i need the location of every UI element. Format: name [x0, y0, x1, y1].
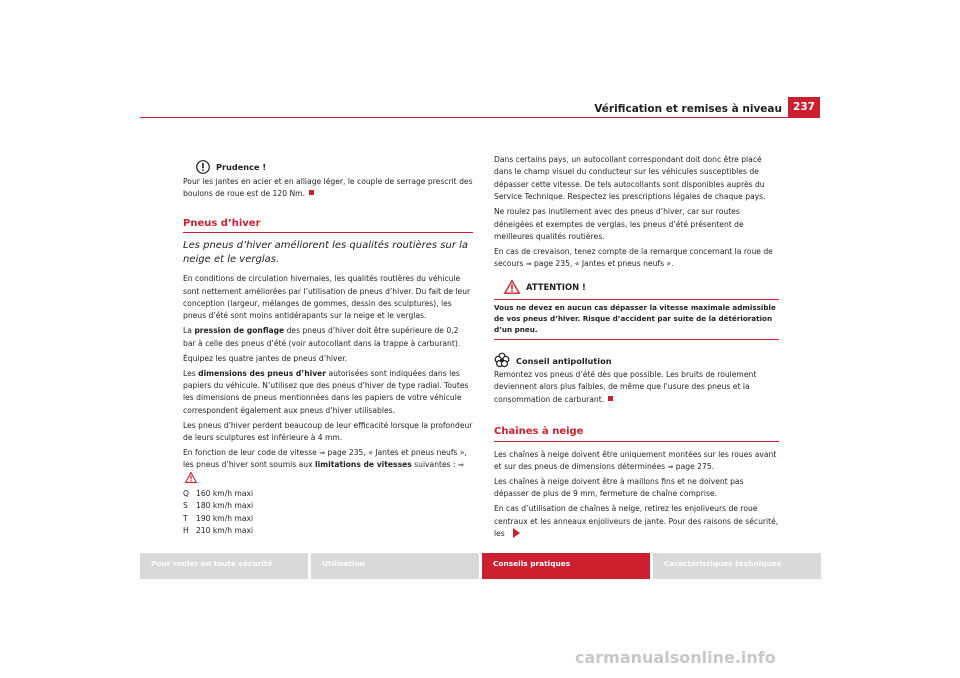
- list-item: Q 160 km/h maxi: [183, 488, 254, 498]
- right-column: [494, 154, 779, 543]
- watermark: carmanualsonline.info: [575, 648, 776, 667]
- paragraph: Les pneus d’hiver perdent beaucoup de leur efficacité lorsque la profondeur de leurs sculptures est inférieure à 4 mm.: [183, 420, 473, 443]
- page-reference-link[interactable]: page 275.: [673, 461, 715, 471]
- list-item: T 190 km/h maxi: [183, 513, 254, 523]
- paragraph: Ne roulez pas inutilement avec des pneus d’hiver, car sur routes déneigées et exemptes de verglas, les pneus d’été présentent de meilleures qualités routières.: [494, 207, 744, 241]
- paragraph: En fonction de leur code de vitesse ⇒ page 235, « Jantes et pneus neufs », les pneus d’hiver sont soumis aux limitations de vitesses suivantes : ⇒: [183, 447, 473, 485]
- section-title-winter-tyres: Pneus d’hiver: [183, 218, 473, 233]
- exclamation-circle-icon: [196, 160, 210, 174]
- list-item: S 180 km/h maxi: [183, 501, 254, 511]
- paragraph: Les dimensions des pneus d’hiver autorisées sont indiquées dans les papiers du véhicule. N’utilisez que des pneus d’hiver de type radial. Toutes les dimensions de pneus mentionnées dans les papiers de votre véhicule correspondent également aux pneus d’hiver utilisables.: [183, 368, 469, 415]
- environment-text: Remontez vos pneus d’été dès que possible. Les bruits de roulement deviennent alors plus faibles, de même que l’usure des pneus et la consommation de carburant.: [494, 369, 757, 404]
- tab-technical-data[interactable]: Caractéristiques techniques: [653, 553, 821, 579]
- page-reference-link[interactable]: page 235, « Jantes et pneus neufs ».: [531, 259, 674, 269]
- paragraph: En conditions de circulation hivernales, les qualités routières du véhicule sont nettement améliorées par l’utilisation de pneus d’hiver. Du fait de leur conception (largeur, mélanges de gommes, dessin des sculptures), les pneus d’été sont moins antidérapants sur la neige et le verglas.: [183, 274, 471, 321]
- warning-triangle-icon: [504, 280, 520, 294]
- page-reference-link[interactable]: page 235, « Jantes et pneus neufs », les pneus d’hiver sont soumis aux: [183, 448, 467, 470]
- paragraph: La pression de gonflage des pneus d’hiver doit être supérieure de 0,2 bar à celle des pneus d’été (voir autocollant dans la trappe à carburant).: [183, 326, 461, 348]
- tab-practical-tips[interactable]: Conseils pratiques: [482, 553, 650, 579]
- environment-heading: [494, 348, 779, 368]
- flower-icon: [494, 352, 510, 368]
- paragraph: En cas d’utilisation de chaînes à neige, retirez les enjoliveurs de roue centraux et les anneaux enjoliveurs de jante. Pour des raisons de sécurité, les: [494, 504, 779, 538]
- end-of-section-marker: [608, 396, 613, 401]
- cross-reference-arrow[interactable]: ⇒: [525, 260, 532, 269]
- cross-reference-arrow[interactable]: ⇒: [319, 449, 326, 457]
- paragraph: Dans certains pays, un autocollant correspondant doit donc être placé dans le champ visuel du conducteur sur les véhicules susceptibles de dépasser cette vitesse. De tels autocollants sont disponibles auprès du Service Technique. Respectez les prescriptions légales de chaque pays.: [494, 155, 766, 202]
- header-divider: [140, 117, 820, 118]
- section-subtitle: Les pneus d’hiver améliorent les qualités routières sur la neige et le verglas.: [183, 240, 469, 266]
- speed-limit-list: [183, 488, 473, 538]
- paragraph: En cas de crevaison, tenez compte de la remarque concernant la roue de secours ⇒ page 235, « Jantes et pneus neufs ».: [494, 246, 773, 269]
- caution-title: Prudence !: [216, 161, 267, 172]
- attention-text: Vous ne devez en aucun cas dépasser la vitesse maximale admissible de vos pneus d’hiver. Risque d’accident par suite de la détérioration d’un pneu.: [494, 300, 779, 340]
- attention-heading: [494, 276, 779, 300]
- paragraph: Les chaînes à neige doivent être à maillons fins et ne doivent pas dépasser de plus de 9 mm, fermeture de chaîne comprise.: [494, 476, 744, 499]
- page-number: 237: [788, 97, 820, 117]
- section-title-snow-chains: Chaînes à neige: [494, 426, 779, 441]
- chapter-tabs: [140, 553, 821, 579]
- cross-reference-arrow[interactable]: ⇒: [667, 462, 674, 471]
- warning-triangle-icon: [185, 472, 197, 483]
- caution-text: Pour les jantes en acier et en alliage léger, le couple de serrage prescrit des boulons de roue est de 120 Nm.: [183, 177, 473, 199]
- end-of-section-marker: [309, 190, 314, 195]
- paragraph: Les chaînes à neige doivent être uniquement montées sur les roues avant et sur des pneus de dimensions déterminées ⇒ page 275.: [494, 449, 777, 471]
- continue-arrow-icon[interactable]: [513, 528, 520, 538]
- page-header-title: Vérification et remises à niveau: [594, 103, 782, 115]
- left-column: [183, 159, 473, 537]
- tab-operation[interactable]: Utilisation: [311, 553, 479, 579]
- caution-heading: [183, 159, 473, 175]
- tab-safety[interactable]: Pour rouler en toute sécurité: [140, 553, 308, 579]
- paragraph: Équipez les quatre jantes de pneus d’hiver.: [183, 353, 348, 363]
- attention-warning-box: [494, 276, 779, 340]
- cross-reference-arrow[interactable]: ⇒: [458, 461, 464, 470]
- list-item: H 210 km/h maxi: [183, 525, 254, 535]
- environment-title: Conseil antipollution: [516, 356, 612, 367]
- attention-title: ATTENTION !: [526, 281, 586, 292]
